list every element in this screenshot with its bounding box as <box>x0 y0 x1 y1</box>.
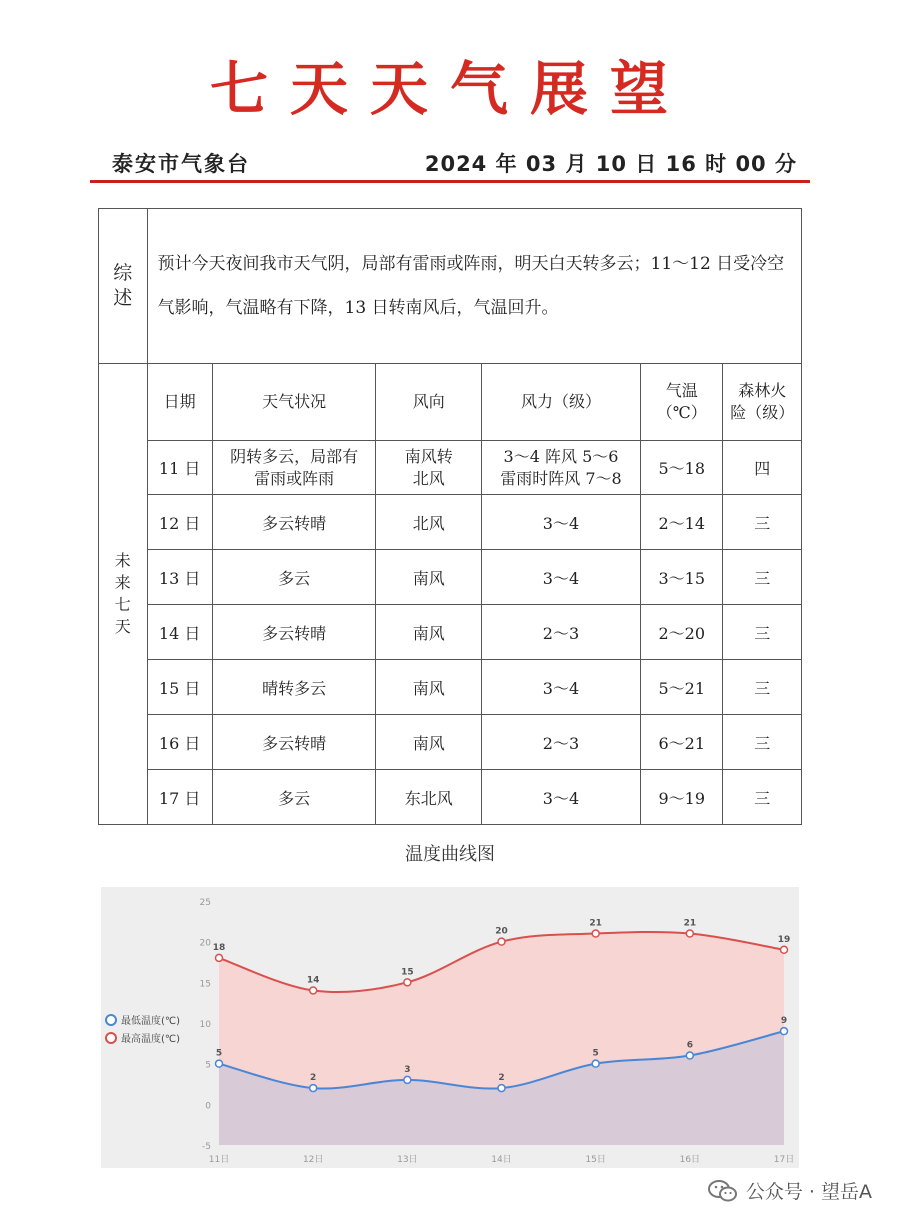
x-tick-label: 14日 <box>491 1155 512 1165</box>
y-tick-label: 10 <box>199 1020 211 1030</box>
forecast-label: 未 来 七 天 <box>99 364 148 825</box>
wind-force-cell: 3～4 <box>481 660 640 715</box>
low-temp-data-label: 5 <box>592 1048 599 1059</box>
chart-caption: 温度曲线图 <box>405 844 495 865</box>
high-temp-data-label: 21 <box>589 918 602 929</box>
temperature-cell: 6～21 <box>641 715 723 770</box>
date-cell: 14 日 <box>147 605 212 660</box>
table-row <box>99 441 802 495</box>
legend-label: 最高温度(℃) <box>121 1034 181 1045</box>
high-temp-data-label: 21 <box>683 918 697 929</box>
low-temp-point <box>498 1085 505 1092</box>
watermark-text: 公众号 · 望岳A <box>745 1181 872 1203</box>
high-temp-point <box>781 946 788 953</box>
temperature-chart <box>101 887 799 1168</box>
wind-direction-cell: 南风转 北风 <box>376 441 481 495</box>
header-fire-risk: 森林火 险（级） <box>723 364 802 441</box>
wind-force-cell: 3～4 <box>481 495 640 550</box>
wind-force-cell: 3～4 <box>481 770 640 825</box>
date-cell: 12 日 <box>147 495 212 550</box>
date-cell: 15 日 <box>147 660 212 715</box>
wind-force-cell: 2～3 <box>481 715 640 770</box>
table-row <box>99 495 802 550</box>
forecast-table <box>98 208 802 825</box>
low-temp-point <box>781 1028 788 1035</box>
high-temp-data-label: 20 <box>495 926 508 937</box>
low-temp-data-label: 2 <box>498 1073 505 1084</box>
y-tick-label: 20 <box>199 938 211 949</box>
low-temp-point <box>404 1076 411 1083</box>
issuing-organization: 泰安市气象台 <box>112 152 250 176</box>
wind-direction-cell: 南风 <box>376 660 481 715</box>
table-row <box>99 770 802 825</box>
high-temp-point <box>310 987 317 994</box>
high-temp-data-label: 19 <box>777 934 791 945</box>
table-row <box>99 715 802 770</box>
fire-risk-cell: 三 <box>723 770 802 825</box>
legend-marker <box>106 1033 116 1043</box>
temperature-cell: 5～21 <box>641 660 723 715</box>
high-temp-point <box>592 930 599 937</box>
table-row <box>99 550 802 605</box>
wechat-icon <box>708 1179 738 1203</box>
x-tick-label: 12日 <box>302 1155 324 1165</box>
weather-cell: 多云 <box>212 770 376 825</box>
low-temp-data-label: 9 <box>780 1016 788 1027</box>
high-temp-point <box>216 954 223 961</box>
y-tick-label: -5 <box>202 1142 211 1152</box>
high-temp-point <box>404 979 411 986</box>
low-temp-point <box>592 1060 599 1067</box>
wind-force-cell: 3～4 阵风 5～6 雷雨时阵风 7～8 <box>481 441 640 495</box>
high-temp-point <box>686 930 693 937</box>
fire-risk-cell: 三 <box>723 495 802 550</box>
y-tick-label: 15 <box>199 979 211 990</box>
y-tick-label: 25 <box>199 898 211 908</box>
y-tick-label: 5 <box>205 1060 211 1071</box>
table-row <box>99 660 802 715</box>
wind-direction-cell: 东北风 <box>376 770 481 825</box>
summary-text: 预计今天夜间我市天气阴，局部有雷雨或阵雨，明天白天转多云；11～12 日受冷空气影响，气温略有下降，13 日转南风后，气温回升。 <box>147 209 802 364</box>
low-temp-data-label: 6 <box>686 1040 693 1051</box>
wind-direction-cell: 南风 <box>376 715 481 770</box>
summary-label: 综 述 <box>99 209 148 364</box>
y-tick-label: 0 <box>205 1101 211 1112</box>
header-weather: 天气状况 <box>212 364 376 441</box>
temperature-cell: 3～15 <box>641 550 723 605</box>
header-wind-force: 风力（级） <box>481 364 640 441</box>
fire-risk-cell: 三 <box>723 550 802 605</box>
date-cell: 17 日 <box>147 770 212 825</box>
temperature-cell: 5～18 <box>641 441 723 495</box>
page-title: 七天天气展望 <box>209 55 690 123</box>
header-wind-direction: 风向 <box>376 364 481 441</box>
high-temp-data-label: 15 <box>401 967 414 978</box>
low-temp-data-label: 3 <box>404 1064 411 1075</box>
temperature-cell: 2～14 <box>641 495 723 550</box>
wind-force-cell: 2～3 <box>481 605 640 660</box>
fire-risk-cell: 三 <box>723 605 802 660</box>
weather-cell: 多云 <box>212 550 376 605</box>
x-tick-label: 17日 <box>773 1155 795 1165</box>
low-temp-data-label: 5 <box>215 1048 223 1059</box>
weather-cell: 多云转晴 <box>212 715 376 770</box>
wind-direction-cell: 南风 <box>376 550 481 605</box>
low-temp-point <box>686 1052 693 1059</box>
high-temp-data-label: 14 <box>306 975 320 986</box>
wind-force-cell: 3～4 <box>481 550 640 605</box>
weather-cell: 阴转多云，局部有 雷雨或阵雨 <box>212 441 376 495</box>
fire-risk-cell: 四 <box>723 441 802 495</box>
high-temp-data-label: 18 <box>212 942 226 953</box>
legend-marker <box>106 1015 116 1025</box>
low-temp-point <box>310 1085 317 1092</box>
date-cell: 11 日 <box>147 441 212 495</box>
header-divider <box>90 180 810 183</box>
temperature-cell: 9～19 <box>641 770 723 825</box>
wind-direction-cell: 南风 <box>376 605 481 660</box>
header-date: 日期 <box>147 364 212 441</box>
issue-time: 2024 年 03 月 10 日 16 时 00 分 <box>424 152 797 176</box>
wind-direction-cell: 北风 <box>376 495 481 550</box>
weather-cell: 多云转晴 <box>212 605 376 660</box>
date-cell: 16 日 <box>147 715 212 770</box>
table-row <box>99 605 802 660</box>
header-temperature: 气温 （℃） <box>641 364 723 441</box>
fire-risk-cell: 三 <box>723 715 802 770</box>
fire-risk-cell: 三 <box>723 660 802 715</box>
legend-label: 最低温度(℃) <box>121 1016 181 1027</box>
x-tick-label: 13日 <box>397 1155 418 1165</box>
weather-cell: 多云转晴 <box>212 495 376 550</box>
low-temp-point <box>216 1060 223 1067</box>
date-cell: 13 日 <box>147 550 212 605</box>
x-tick-label: 11日 <box>208 1155 230 1165</box>
issuer-bar <box>112 142 797 178</box>
low-temp-data-label: 2 <box>310 1073 317 1084</box>
x-tick-label: 15日 <box>585 1155 606 1165</box>
temperature-cell: 2～20 <box>641 605 723 660</box>
high-temp-point <box>498 938 505 945</box>
weather-cell: 晴转多云 <box>212 660 376 715</box>
watermark <box>708 1177 872 1204</box>
x-tick-label: 16日 <box>679 1155 701 1165</box>
